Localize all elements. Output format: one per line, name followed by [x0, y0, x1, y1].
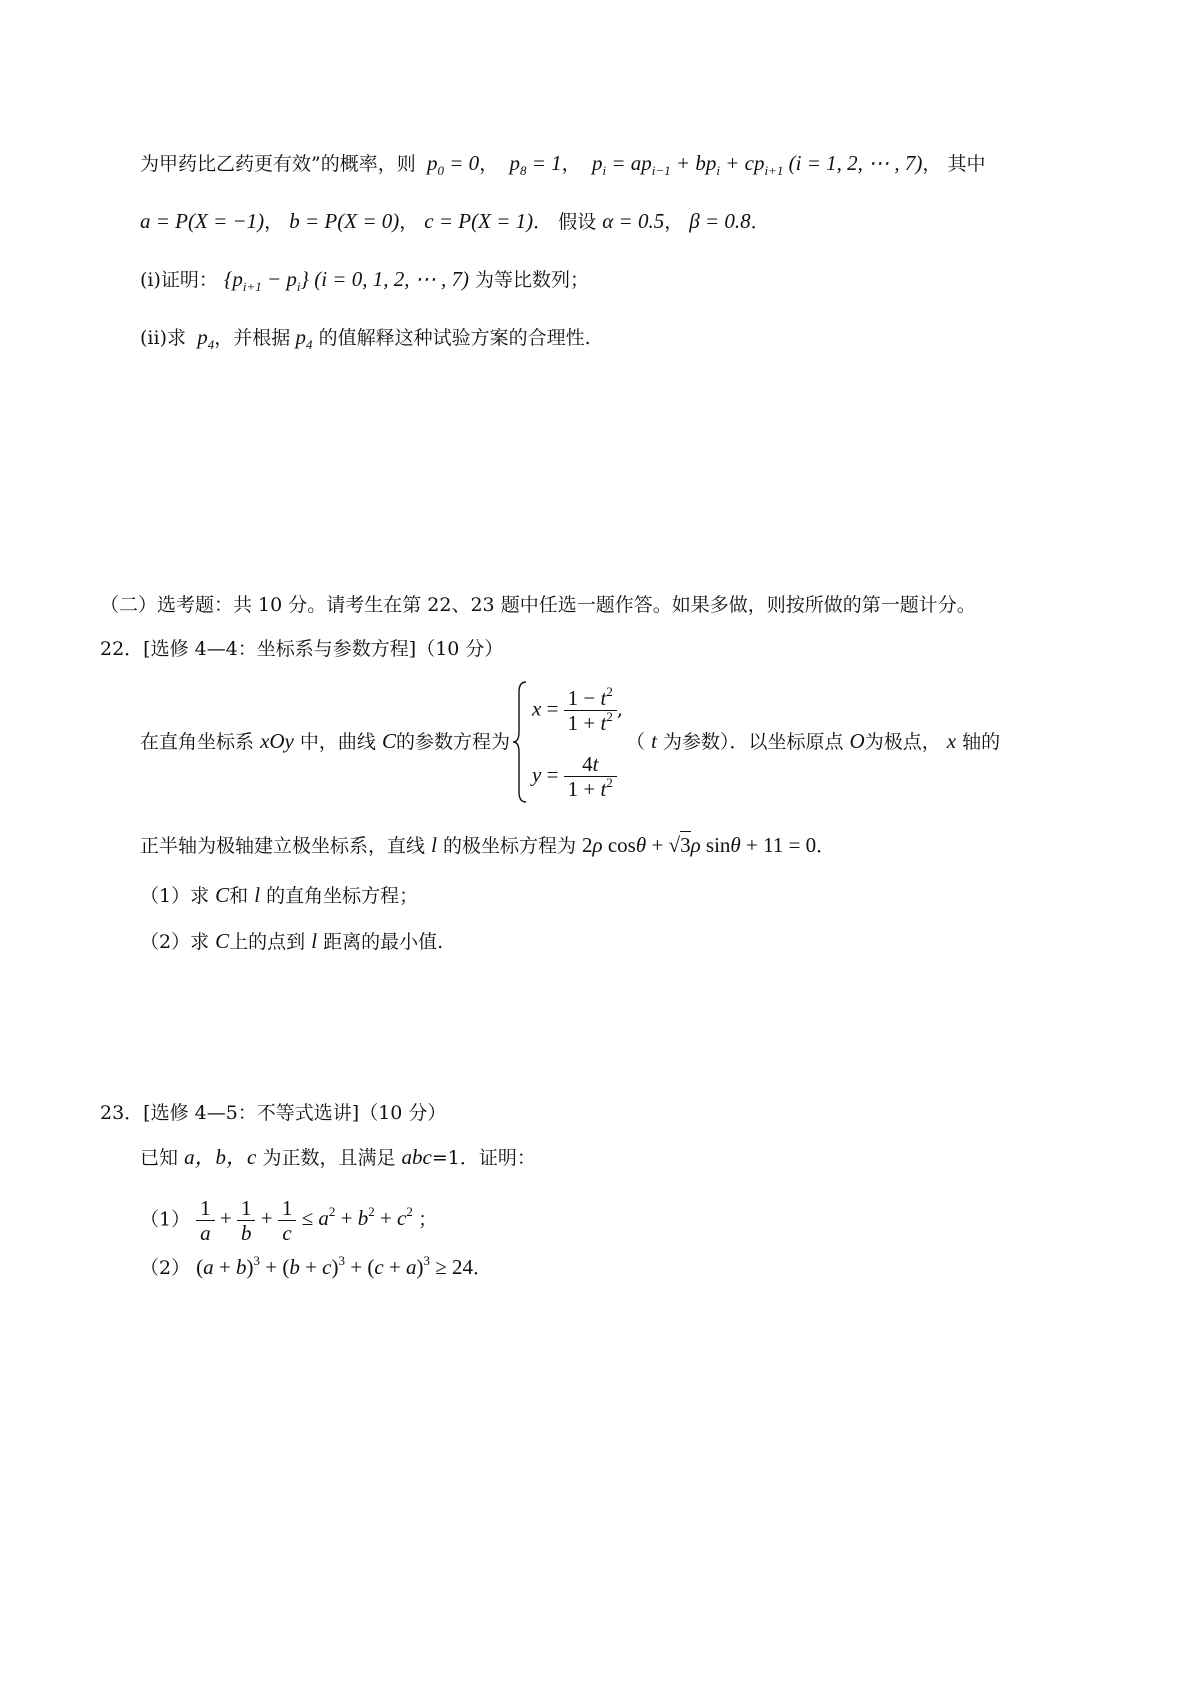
q23-intro-a: 已知 [140, 1147, 179, 1169]
system-eq-x: x = $\frac{1 - t^2}{1 + t^2}$ , [532, 684, 623, 735]
var-C: C [381, 729, 396, 753]
formula-a: a = P(X = −1) [140, 209, 265, 233]
q22-part1-b: 和 [229, 885, 249, 907]
q22-line2-a: 正半轴为极轴建立极坐标系，直线 [140, 835, 426, 857]
section-2-heading: （二）选考题：共 10 分。请考生在第 22、23 题中任选一题作答。如果多做，则按所做的第一题计分。 [100, 594, 976, 616]
q22-param-note [626, 728, 1000, 755]
q22-param-note-open: （ [626, 731, 646, 753]
q21-sub-ii [140, 324, 591, 351]
formula-inequality-2: $(a + b)^3 + (b + c)^3 + (c + a)^3 \ge 24$ [196, 1253, 474, 1279]
q21-sub-i-tail: 为等比数列； [475, 269, 590, 291]
q21-line1-text: 为甲药比乙药更有效”的概率，则 [140, 153, 416, 175]
q22-part2-a: （2）求 [140, 931, 210, 953]
formula-p0: $p_0 = 0$ [421, 151, 480, 178]
formula-beta: β = 0.8 [689, 209, 751, 233]
q23-part-1: （1） $\frac{1}{a}$ + $\frac{1}{b}$ + $\frac{1}{c}$ ≤ $a^2 + b^2 + c^2$ ； [140, 1196, 438, 1245]
q22-title: 22．[选修 4—4：坐标系与参数方程]（10 分） [100, 638, 504, 660]
var-l: l [431, 833, 437, 857]
q21-sub-i [140, 266, 589, 293]
var-xOy: xOy [260, 729, 294, 753]
q23-part-2: （2） $(a + b)^3 + (b + c)^3 + (c + a)^3 \ge 24$． [140, 1253, 493, 1279]
formula-b: b = P(X = 0) [289, 209, 400, 233]
q22-intro-b: 中，曲线 [299, 731, 376, 753]
q22-part1-c: 的直角坐标方程； [266, 885, 419, 907]
q22-intro-c: 的参数方程为 [396, 731, 511, 753]
var-l-part2: l [311, 929, 318, 953]
q22-line-2: 正半轴为极轴建立极坐标系，直线 l 的极坐标方程为 2ρ cosθ + √3ρ sinθ + 11 = 0． [140, 833, 836, 857]
q22-intro [140, 728, 510, 755]
q22-param-note-b: 为参数）．以坐标原点 [662, 731, 844, 753]
q22-part1-a: （1）求 [140, 885, 210, 907]
q21-line-2: a = P(X = −1)， b = P(X = 0)， c = P(X = 1)． 假设 α = 0.5， β = 0.8． [140, 209, 770, 233]
var-abc: abc [401, 1145, 432, 1169]
q23-intro [140, 1144, 536, 1171]
q22-axis-text: 轴的 [962, 731, 1001, 753]
q22-part-1 [140, 882, 418, 909]
system-brace [512, 680, 528, 804]
formula-inequality-1: $\frac{1}{a}$ + $\frac{1}{b}$ + $\frac{1}{c}$ ≤ $a^2 + b^2 + c^2$ [196, 1206, 418, 1230]
system-eq-y: y = $\frac{4t}{1 + t^2}$ [532, 752, 617, 801]
formula-alpha: α = 0.5 [602, 209, 665, 233]
formula-polar: 2ρ cosθ + √3ρ sinθ + 11 = 0 [582, 833, 817, 857]
q21-sub-ii-label: (ii)求 [140, 327, 186, 349]
formula-sequence: $\{p_{i+1} - p_i\} (i = 0$, 1, 2, ⋯ , 7) [223, 267, 469, 294]
q21-assume-text: 假设 [558, 211, 597, 233]
var-l-part1: l [254, 883, 261, 907]
formula-c: c = P(X = 1) [424, 209, 534, 233]
formula-p4-b: $p_4$ [290, 325, 313, 352]
formula-recurrence: $p_i = ap_{i-1} + bp_i + cp_{i+1}$ (i = 1, 2, ⋯ , 7) [586, 151, 923, 178]
var-C-part2: C [215, 929, 230, 953]
vars-abc: a，b，c [184, 1145, 257, 1169]
formula-p4: $p_4$ [192, 325, 215, 352]
var-t: t [651, 729, 657, 753]
q22-line2-b: 的极坐标方程为 [442, 835, 576, 857]
q21-line1-tail: 其中 [947, 153, 986, 175]
q21-sub-ii-mid: ，并根据 [214, 327, 291, 349]
q21-sub-i-label: (i)证明： [140, 269, 218, 291]
q22-intro-a: 在直角坐标系 [140, 731, 255, 753]
q21-sub-ii-tail: 的值解释这种试验方案的合理性. [318, 327, 591, 349]
q23-part1-label: （1） [140, 1208, 191, 1231]
q21-line-1: 为甲药比乙药更有效”的概率，则 $p_0 = 0$， $p_8 = 1$， $p_i = ap_{i-1} + bp_i + cp_{i+1}$ (i = 1, 2, ⋯ , 7)， 其中 [140, 151, 986, 178]
q22-part2-c: 距离的最小值. [323, 931, 444, 953]
var-O: O [849, 729, 865, 753]
q22-pole-text: 为极点， [864, 731, 941, 753]
q22-part-2 [140, 928, 443, 955]
formula-p8: $p_8 = 1$ [504, 151, 562, 178]
var-C-part1: C [215, 883, 230, 907]
var-x: x [946, 729, 957, 753]
q23-title: 23．[选修 4—5：不等式选讲]（10 分） [100, 1102, 447, 1124]
q23-part2-label: （2） [140, 1257, 191, 1279]
q23-intro-b: 为正数，且满足 [262, 1147, 396, 1169]
q22-part2-b: 上的点到 [229, 931, 306, 953]
q23-intro-c: =1．证明： [431, 1147, 536, 1169]
